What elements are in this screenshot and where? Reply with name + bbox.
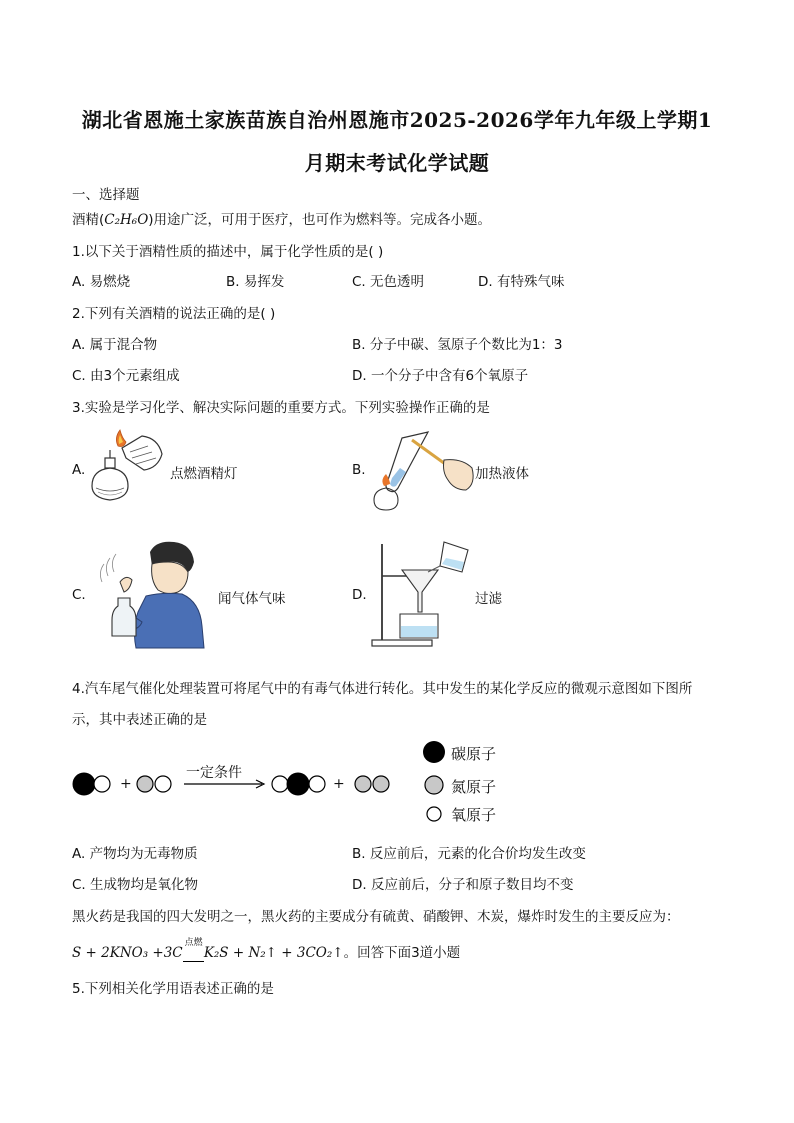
q3-option-a-label: 点燃酒精灯 xyxy=(170,466,238,482)
alcohol-lamp-illustration xyxy=(86,428,170,508)
oxygen-atom xyxy=(94,776,110,792)
oxygen-atom xyxy=(309,776,325,792)
q1-option-a[interactable]: A. 易燃烧 xyxy=(72,274,131,290)
q3-stem: 3.实验是学习化学、解决实际问题的重要方式。下列实验操作正确的是 xyxy=(72,400,490,416)
legend-nitrogen-icon xyxy=(425,776,443,794)
q2-option-a[interactable]: A. 属于混合物 xyxy=(72,337,158,353)
legend-oxygen-icon xyxy=(427,807,441,821)
q3-option-d-letter[interactable]: D. xyxy=(352,587,367,603)
equation-arrow: 点燃 ​ xyxy=(183,945,204,962)
equation-left: S + 2KNO₃ +3C xyxy=(72,945,183,961)
q1-stem: 1.以下关于酒精性质的描述中，属于化学性质的是( ) xyxy=(72,244,384,260)
intro-text xyxy=(72,208,491,228)
carbon-atom xyxy=(287,773,309,795)
reaction-plus-1: + xyxy=(120,776,132,792)
reaction-plus-2: + xyxy=(333,776,345,792)
q2-option-c[interactable]: C. 由3个元素组成 xyxy=(72,368,180,384)
q4-stem-line-2: 示，其中表述正确的是 xyxy=(72,712,207,728)
legend-carbon-label: 碳原子 xyxy=(451,745,497,763)
q3-option-b-label: 加热液体 xyxy=(475,466,529,482)
q2-option-b[interactable]: B. 分子中碳、氢原子个数比为1：3 xyxy=(352,337,563,353)
nitrogen-atom xyxy=(355,776,371,792)
q4-option-a[interactable]: A. 产物均为无毒物质 xyxy=(72,846,198,862)
legend-oxygen-label: 氧原子 xyxy=(451,806,497,824)
passage2-text: 黑火药是我国的四大发明之一，黑火药的主要成分有硫黄、硝酸钾、木炭，爆炸时发生的主要反应为： xyxy=(72,909,680,925)
q2-stem: 2.下列有关酒精的说法正确的是( ) xyxy=(72,306,276,322)
equation-right: K₂S + N₂↑ + 3CO₂↑ xyxy=(203,945,344,961)
q1-option-c[interactable]: C. 无色透明 xyxy=(352,274,425,290)
q3-option-c-label: 闻气体气味 xyxy=(218,591,286,607)
reaction-condition: 一定条件 xyxy=(186,765,242,781)
heat-liquid-illustration xyxy=(368,428,478,512)
legend-nitrogen-label: 氮原子 xyxy=(451,778,497,796)
carbon-atom xyxy=(73,773,95,795)
q5-stem: 5.下列相关化学用语表述正确的是 xyxy=(72,981,274,997)
nitrogen-atom xyxy=(373,776,389,792)
q2-option-d[interactable]: D. 一个分子中含有6个氧原子 xyxy=(352,368,529,384)
intro-suffix: )用途广泛，可用于医疗，也可作为燃料等。完成各小题。 xyxy=(148,212,492,228)
legend-carbon-icon xyxy=(423,741,445,763)
q3-option-d-label: 过滤 xyxy=(475,591,502,607)
oxygen-atom xyxy=(272,776,288,792)
title-line-2: 月期末考试化学试题 xyxy=(304,151,490,175)
passage2-equation xyxy=(72,938,461,962)
smell-gas-illustration xyxy=(96,536,208,650)
q3-option-b-letter[interactable]: B. xyxy=(352,462,366,478)
q4-option-d[interactable]: D. 反应前后，分子和原子数目均不变 xyxy=(352,877,574,893)
q1-option-d[interactable]: D. 有特殊气味 xyxy=(478,274,565,290)
q3-option-c-letter[interactable]: C. xyxy=(72,587,86,603)
oxygen-atom xyxy=(155,776,171,792)
q4-option-c[interactable]: C. 生成物均是氧化物 xyxy=(72,877,199,893)
legend-symbols xyxy=(420,740,450,824)
intro-prefix: 酒精( xyxy=(72,212,105,228)
q4-option-b[interactable]: B. 反应前后，元素的化合价均发生改变 xyxy=(352,846,586,862)
equation-tail: 。回答下面3道小题 xyxy=(343,945,461,961)
q3-option-a-letter[interactable]: A. xyxy=(72,462,86,478)
nitrogen-atom xyxy=(137,776,153,792)
filtration-illustration xyxy=(368,540,476,650)
intro-formula: C₂H₆O xyxy=(104,212,149,228)
title-line-1: 湖北省恩施土家族苗族自治州恩施市2025-2026学年九年级上学期1 xyxy=(81,108,713,132)
q4-stem-line-1: 4.汽车尾气催化处理装置可将尾气中的有毒气体进行转化。其中发生的某化学反应的微观示意图如下图所 xyxy=(72,681,693,697)
equation-condition: 点燃 xyxy=(184,938,203,948)
q1-option-b[interactable]: B. 易挥发 xyxy=(226,274,285,290)
section-heading: 一、选择题 xyxy=(72,187,140,203)
